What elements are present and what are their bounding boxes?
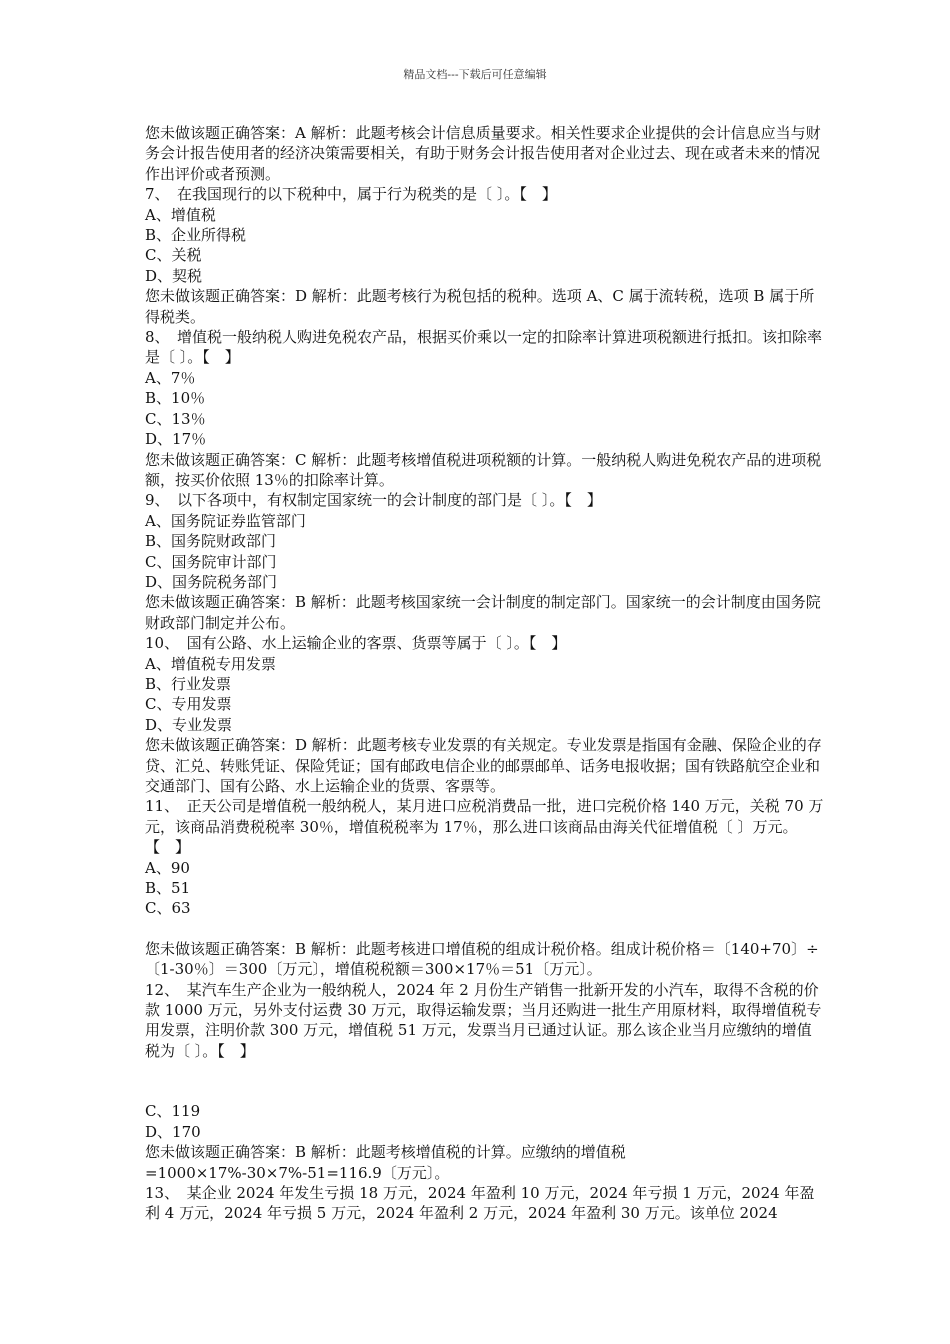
option-11b: B、51 [145, 879, 191, 898]
option-10d: D、专业发票 [145, 715, 233, 734]
option-10a: A、增值税专用发票 [145, 654, 276, 673]
answer-11: 您未做该题正确答案：B 解析：此题考核进口增值税的组成计税价格。组成计税价格＝〔140+70〕÷〔1-30％〕＝300〔万元〕，增值税税额＝300×17％＝51〔万元〕。 [145, 939, 819, 979]
answer-8: 您未做该题正确答案：C 解析：此题考核增值税进项税额的计算。一般纳税人购进免税农产品的进项税额，按买价依照 13％的扣除率计算。 [145, 450, 822, 489]
question-9: 9、 以下各项中，有权制定国家统一的会计制度的部门是〔 〕。【 】 [145, 491, 602, 510]
option-10b: B、行业发票 [145, 674, 232, 693]
answer-12: 您未做该题正确答案：B 解析：此题考核增值税的计算。应缴纳的增值税=1000×17%-30×7%-51=116.9〔万元〕。 [145, 1143, 626, 1182]
option-7a: A、增值税 [145, 205, 216, 224]
option-7c: C、关税 [145, 246, 202, 265]
spacer [145, 1061, 825, 1101]
question-8: 8、 增值税一般纳税人购进免税农产品，根据买价乘以一定的扣除率计算进项税额进行抵扣。该扣除率是〔 〕。【 】 [145, 328, 823, 367]
option-8b: B、10％ [145, 389, 206, 408]
option-12d: D、170 [145, 1122, 201, 1141]
answer-9: 您未做该题正确答案：B 解析：此题考核国家统一会计制度的制定部门。国家统一的会计制度由国务院财政部门制定并公布。 [145, 593, 821, 632]
question-7: 7、 在我国现行的以下税种中，属于行为税类的是〔 〕。【 】 [145, 185, 557, 204]
option-12c: C、119 [145, 1102, 201, 1121]
option-9d: D、国务院税务部门 [145, 572, 278, 591]
question-13: 13、 某企业 2024 年发生亏损 18 万元，2024 年盈利 10 万元，2024 年亏损 1 万元，2024 年盈利 4 万元，2024 年亏损 5 万元，2024 年盈利 2 万元，2024 年盈利 30 万元。该单位 2024 [145, 1183, 815, 1223]
option-11a: A、90 [145, 858, 190, 877]
option-8d: D、17％ [145, 430, 207, 449]
answer-10: 您未做该题正确答案：D 解析：此题考核专业发票的有关规定。专业发票是指国有金融、保险企业的存贷、汇兑、转账凭证、保险凭证；国有邮政电信企业的邮票邮单、话务电报收据；国有铁路航空企业和交通部门、国有公路、水上运输企业的货票、客票等。 [145, 736, 822, 795]
answer-6: 您未做该题正确答案：A 解析：此题考核会计信息质量要求。相关性要求企业提供的会计信息应当与财务会计报告使用者的经济决策需要相关，有助于财务会计报告使用者对企业过去、现在或者未来的情况作出评价或者预测。 [145, 124, 821, 183]
option-8a: A、7％ [145, 368, 196, 387]
question-11: 11、 正天公司是增值税一般纳税人，某月进口应税消费品一批，进口完税价格 140 万元，关税 70 万元，该商品消费税税率 30％，增值税税率为 17％，那么进口该商品由海关代征增值税〔 〕万元。【 】 [145, 797, 824, 857]
option-9a: A、国务院证券监管部门 [145, 511, 306, 530]
option-9b: B、国务院财政部门 [145, 532, 277, 551]
document-body [145, 123, 825, 1224]
option-9c: C、国务院审计部门 [145, 552, 277, 571]
question-12: 12、 某汽车生产企业为一般纳税人，2024 年 2 月份生产销售一批新开发的小汽车，取得不含税的价款 1000 万元，另外支付运费 30 万元，取得运输发票；当月还购进一批生产用原材料，取得增值税专用发票，注明价款 300 万元，增值税 51 万元，发票当月已通过认证。那么该企业当月应缴纳的增值税为〔 〕。【 】 [145, 980, 822, 1060]
option-8c: C、13％ [145, 409, 206, 428]
option-7d: D、契税 [145, 266, 203, 285]
question-10: 10、 国有公路、水上运输企业的客票、货票等属于〔 〕。【 】 [145, 634, 567, 653]
answer-7: 您未做该题正确答案：D 解析：此题考核行为税包括的税种。选项 A、C 属于流转税，选项 B 属于所得税类。 [145, 287, 815, 326]
spacer [145, 919, 825, 939]
option-7b: B、企业所得税 [145, 226, 247, 245]
option-11c: C、63 [145, 899, 191, 918]
page-header: 精品文档---下载后可任意编辑 [403, 68, 547, 81]
option-10c: C、专用发票 [145, 695, 232, 714]
